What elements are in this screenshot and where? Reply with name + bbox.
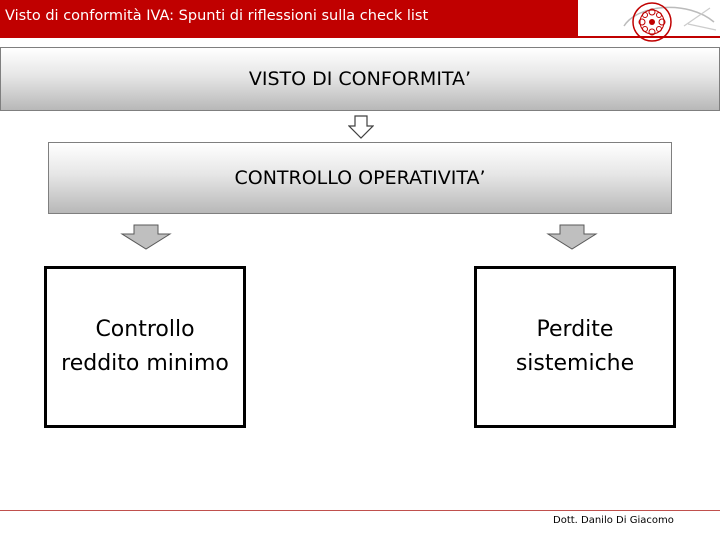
controllo-reddito-minimo-box <box>44 266 246 428</box>
down-arrow-left-icon <box>120 224 172 250</box>
controllo-operativita-box <box>48 142 672 214</box>
controllo-operativita-label: CONTROLLO OPERATIVITA’ <box>234 167 486 189</box>
visto-conformita-label: VISTO DI CONFORMITA’ <box>248 68 472 90</box>
seal-logo-icon <box>618 0 720 44</box>
sistemiche-label: sistemiche <box>515 351 635 376</box>
footer-divider <box>0 510 720 511</box>
perdite-sistemiche-box <box>474 266 676 428</box>
down-arrow-right-icon <box>546 224 598 250</box>
visto-conformita-box <box>0 47 720 111</box>
header-divider <box>0 36 720 38</box>
controllo-label: Controllo <box>95 317 195 342</box>
footer-author: Dott. Danilo Di Giacomo <box>553 515 674 526</box>
header-bar <box>0 0 578 36</box>
down-arrow-icon <box>348 115 374 139</box>
slide-title: Visto di conformità IVA: Spunti di riflessioni sulla check list <box>5 8 429 24</box>
reddito-minimo-label: reddito minimo <box>61 351 229 376</box>
perdite-label: Perdite <box>536 317 614 342</box>
